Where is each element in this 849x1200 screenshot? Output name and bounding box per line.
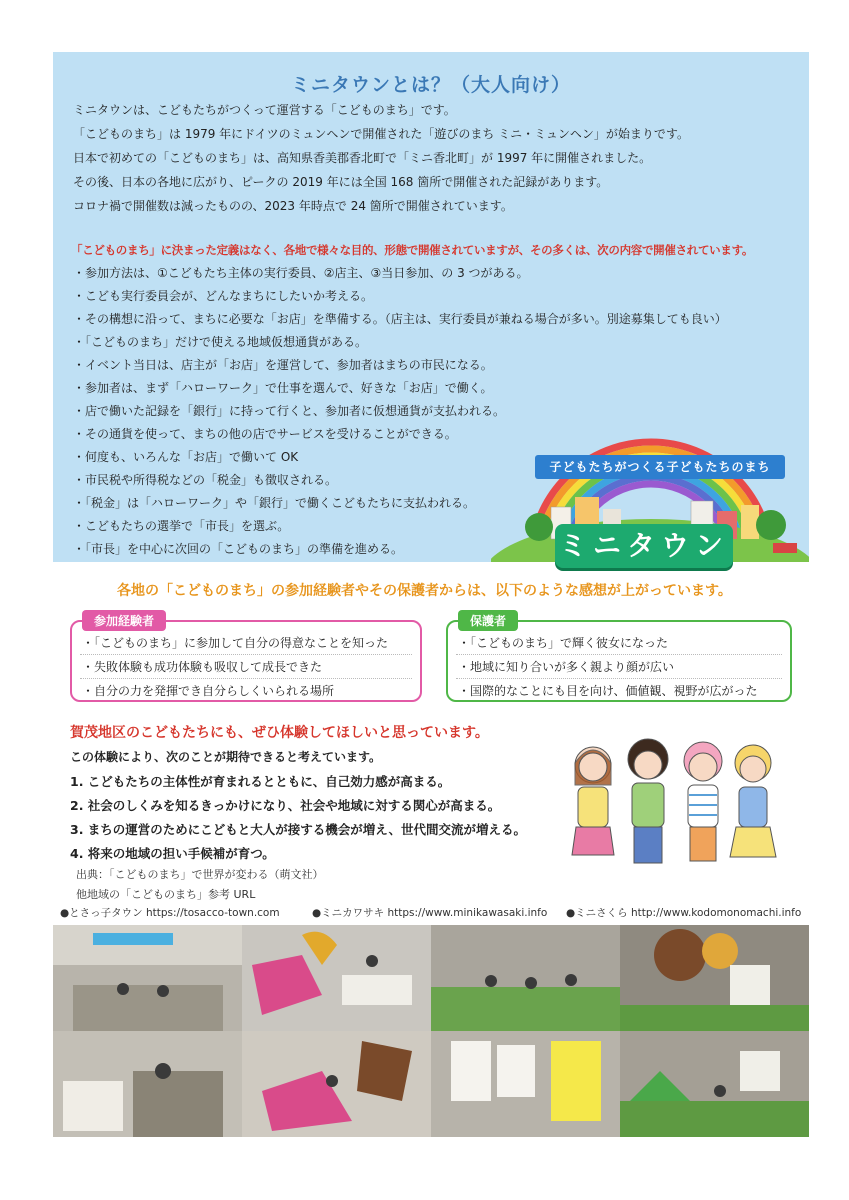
event-photo-grid <box>53 925 809 1137</box>
intro-line: その後、日本の各地に広がり、ピークの 2019 年には全国 168 箇所で開催された記録があります。 <box>73 175 609 189</box>
intro-line: 日本で初めての「こどものまち」は、高知県香美郡香北町で「ミニ香北町」が 1997 年に開催されました。 <box>73 151 652 165</box>
intro-line: 「こどものまち」は 1979 年にドイツのミュンヘンで開催された「遊びのまち ミニ・ミュンヘン」が始まりです。 <box>73 127 689 141</box>
participants-tag: 参加経験者 <box>82 610 166 631</box>
bullet-item: ・市民税や所得税などの「税金」も徴収される。 <box>73 473 338 487</box>
guardians-box <box>446 614 792 702</box>
participants-box <box>70 614 422 702</box>
citation: 出典：「こどものまち」で世界が変わる（萌文社） <box>76 868 324 881</box>
expectation-item: 1. こどもたちの主体性が育まれるとともに、自己効力感が高まる。 <box>70 774 451 789</box>
event-photo <box>53 1031 242 1137</box>
reference-title: 他地域の「こどものまち」参考 URL <box>76 888 256 901</box>
feedback-item: ・失敗体験も成功体験も吸収して成長できた <box>82 660 323 674</box>
reference-link-minisakura[interactable]: ●ミニさくら http://www.kodomonomachi.info <box>566 907 802 919</box>
bullet-item: ・「こどものまち」だけで使える地域仮想通貨がある。 <box>73 335 368 349</box>
feedback-item: ・「こどものまち」で輝く彼女になった <box>458 636 669 650</box>
expectation-item: 3. まちの運営のためにこどもと大人が接する機会が増え、世代間交流が増える。 <box>70 822 527 837</box>
bullet-item: ・店で働いた記録を「銀行」に持って行くと、参加者に仮想通貨が支払われる。 <box>73 404 506 418</box>
event-photo <box>53 925 242 1031</box>
event-photo <box>242 1031 431 1137</box>
guardians-tag: 保護者 <box>458 610 518 631</box>
feedback-item: ・「こどものまち」に参加して自分の得意なことを知った <box>82 636 389 650</box>
reference-link-tosacco[interactable]: ●とさっ子タウン https://tosacco-town.com <box>60 907 280 919</box>
tagline-banner: 子どもたちがつくる子どもたちのまち <box>535 455 785 479</box>
bullet-item: ・「市長」を中心に次回の「こどものまち」の準備を進める。 <box>73 542 404 556</box>
event-photo <box>620 925 809 1031</box>
expectation-item: 2. 社会のしくみを知るきっかけになり、社会や地域に対する関心が高まる。 <box>70 798 501 813</box>
event-photo <box>242 925 431 1031</box>
page-title: ミニタウンとは？（大人向け） <box>290 74 571 96</box>
bullet-item: ・こどもたちの選挙で「市長」を選ぶ。 <box>73 519 290 533</box>
event-photo <box>620 1031 809 1137</box>
minitown-logo: ミニタウン <box>555 524 733 568</box>
bullet-item: ・参加方法は、①こどもたち主体の実行委員、②店主、③当日参加、の 3 つがある。 <box>73 266 529 280</box>
expectation-intro: この体験により、次のことが期待できると考えています。 <box>70 750 382 764</box>
intro-line: コロナ禍で開催数は減ったものの、2023 年時点で 24 箇所で開催されています。 <box>73 199 513 213</box>
bullet-item: ・その通貨を使って、まちの他の店でサービスを受けることができる。 <box>73 427 457 441</box>
intro-line: ミニタウンは、こどもたちがつくって運営する「こどものまち」です。 <box>73 103 456 117</box>
bullet-item: ・その構想に沿って、まちに必要な「お店」を準備する。（店主は、実行委員が兼ねる場合が多い。別途募集しても良い） <box>73 312 727 326</box>
definition-heading: 「こどものまち」に決まった定義はなく、各地で様々な目的、形態で開催されていますが、その多くは、次の内容で開催されています。 <box>71 243 754 257</box>
feedback-item: ・自分の力を発揮でき自分らしくいられる場所 <box>82 684 335 698</box>
divider <box>456 654 782 655</box>
event-photo <box>431 925 620 1031</box>
bullet-item: ・こども実行委員会が、どんなまちにしたいか考える。 <box>73 289 374 303</box>
bullet-item: ・何度も、いろんな「お店」で働いて OK <box>73 450 299 464</box>
feedback-item: ・国際的なことにも目を向け、価値観、視野が広がった <box>458 684 758 698</box>
intro-panel <box>53 52 809 562</box>
kamo-heading: 賀茂地区のこどもたちにも、ぜひ体験してほしいと思っています。 <box>70 725 489 741</box>
feedback-item: ・地域に知り合いが多く親より顔が広い <box>458 660 675 674</box>
reference-link-minikawasaki[interactable]: ●ミニカワサキ https://www.minikawasaki.info <box>312 907 548 919</box>
impressions-heading: 各地の「こどものまち」の参加経験者やその保護者からは、以下のような感想が上がっています。 <box>117 583 732 599</box>
divider <box>80 654 412 655</box>
divider <box>80 678 412 679</box>
children-illustration <box>548 725 788 885</box>
bullet-item: ・参加者は、まず「ハローワーク」で仕事を選んで、好きな「お店」で働く。 <box>73 381 493 395</box>
event-photo <box>431 1031 620 1137</box>
divider <box>456 678 782 679</box>
bullet-item: ・イベント当日は、店主が「お店」を運営して、参加者はまちの市民になる。 <box>73 358 493 372</box>
expectation-item: 4. 将来の地域の担い手候補が育つ。 <box>70 846 275 861</box>
bullet-item: ・「税金」は「ハローワーク」や「銀行」で働くこどもたちに支払われる。 <box>73 496 476 510</box>
